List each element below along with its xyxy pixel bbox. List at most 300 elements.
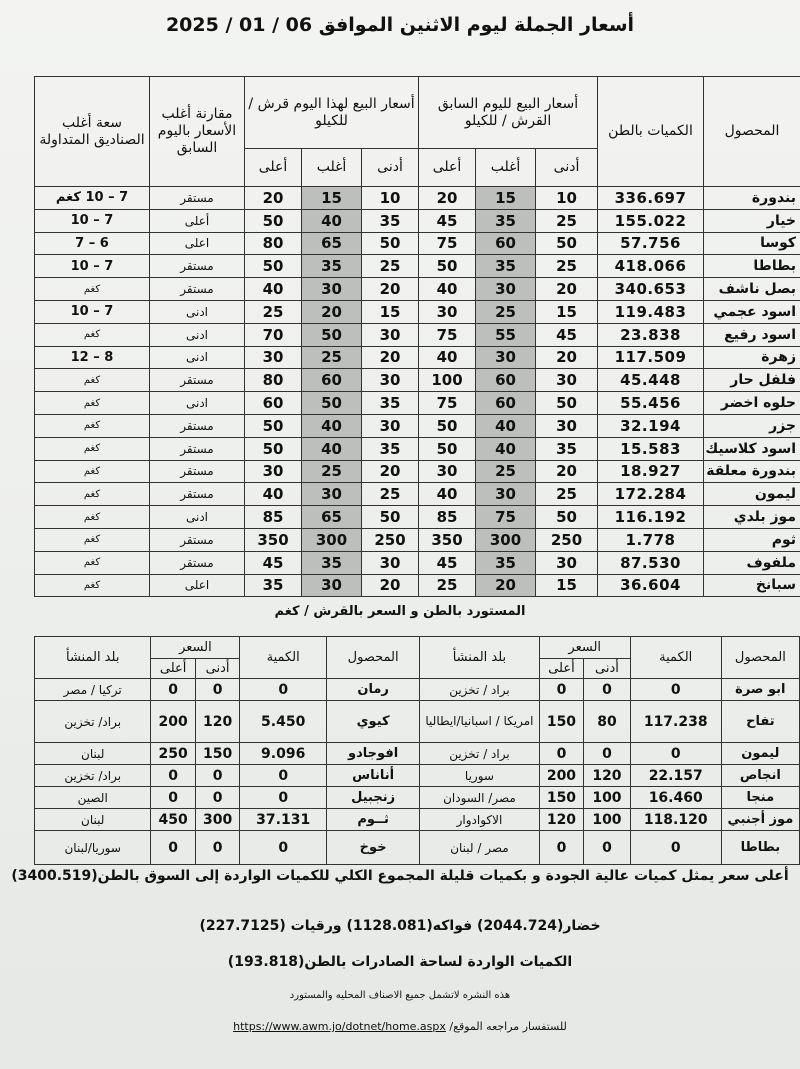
lower-cell-r-quantity: 117.238 [630, 701, 721, 743]
table-row [35, 679, 800, 701]
table-row [35, 483, 800, 506]
main-cell-prev-low: 30 [536, 414, 598, 437]
main-cell-prev-common: 60 [476, 369, 536, 392]
header-prev-low: أدنى [536, 149, 598, 187]
lower-cell-r-product: ليمون [721, 743, 799, 765]
lower-cell-l-low: 0 [195, 679, 239, 701]
main-cell-capacity: 7 – 10 كغم [35, 187, 150, 210]
main-cell-comparison: مستقر [150, 437, 245, 460]
main-cell-comparison: مستقر [150, 187, 245, 210]
main-cell-capacity: كغم [35, 437, 150, 460]
main-cell-today-common: 40 [302, 437, 362, 460]
lower-cell-l-quantity: 9.096 [240, 743, 327, 765]
main-cell-prev-high: 30 [419, 300, 476, 323]
header-product: المحصول [704, 77, 800, 187]
header-today: أسعار البيع لهذا اليوم قرش / للكيلو [245, 77, 419, 149]
main-cell-today-low: 30 [362, 369, 419, 392]
table-row [35, 346, 800, 369]
footer-total-line: أعلى سعر يمثل كميات عالية الجودة و بكميات قليلة المجموع الكلي للكميات الواردة إلى السوق بالطن(3400.519) [11, 868, 789, 884]
table-row [35, 528, 800, 551]
header-quantity: الكميات بالطن [598, 77, 704, 187]
main-cell-prev-common: 300 [476, 528, 536, 551]
table-row [35, 369, 800, 392]
main-cell-capacity: كغم [35, 528, 150, 551]
main-cell-capacity: 7 – 10 [35, 209, 150, 232]
main-cell-product: بطاطا [704, 255, 800, 278]
main-cell-today-high: 70 [245, 323, 302, 346]
main-cell-capacity: كغم [35, 460, 150, 483]
main-cell-prev-low: 15 [536, 300, 598, 323]
main-cell-quantity: 117.509 [598, 346, 704, 369]
main-cell-prev-low: 30 [536, 369, 598, 392]
main-cell-today-common: 50 [302, 392, 362, 415]
lower-cell-r-high: 200 [539, 765, 583, 787]
main-cell-prev-low: 30 [536, 551, 598, 574]
main-cell-prev-high: 30 [419, 460, 476, 483]
lower-cell-l-quantity: 0 [240, 787, 327, 809]
header-today-common: أغلب [302, 149, 362, 187]
main-cell-prev-low: 20 [536, 346, 598, 369]
main-cell-prev-common: 60 [476, 392, 536, 415]
lower-cell-r-low: 100 [584, 787, 631, 809]
header-r-high: أعلى [539, 659, 583, 679]
lower-cell-l-product: أناناس [327, 765, 420, 787]
main-cell-capacity: 7 – 10 [35, 300, 150, 323]
main-cell-today-high: 30 [245, 346, 302, 369]
lower-cell-l-high: 250 [151, 743, 195, 765]
table-row [35, 765, 800, 787]
main-cell-product: كوسا [704, 232, 800, 255]
lower-cell-r-high: 150 [539, 787, 583, 809]
table-row [35, 232, 800, 255]
lower-cell-r-origin: امريكا / اسبانيا/ايطاليا [420, 701, 540, 743]
main-cell-today-high: 50 [245, 414, 302, 437]
main-cell-today-common: 30 [302, 574, 362, 597]
main-cell-capacity: كغم [35, 551, 150, 574]
main-cell-product: اسود كلاسيك [704, 437, 800, 460]
main-cell-prev-high: 40 [419, 346, 476, 369]
main-cell-product: حلوه اخضر [704, 392, 800, 415]
main-cell-quantity: 15.583 [598, 437, 704, 460]
header-prev-day: أسعار البيع لليوم السابق القرش / للكيلو [419, 77, 598, 149]
main-cell-product: ليمون [704, 483, 800, 506]
main-cell-prev-common: 35 [476, 209, 536, 232]
main-cell-capacity: كغم [35, 574, 150, 597]
main-cell-prev-common: 20 [476, 574, 536, 597]
lower-cell-l-origin: براد/ تخزين [35, 765, 151, 787]
main-cell-quantity: 18.927 [598, 460, 704, 483]
main-cell-prev-high: 45 [419, 551, 476, 574]
table-row [35, 787, 800, 809]
main-cell-today-common: 15 [302, 187, 362, 210]
main-cell-comparison: ادنى [150, 506, 245, 529]
main-cell-today-low: 30 [362, 323, 419, 346]
main-cell-today-common: 60 [302, 369, 362, 392]
main-cell-today-common: 30 [302, 483, 362, 506]
header-l-product: المحصول [327, 637, 420, 679]
main-cell-prev-high: 75 [419, 323, 476, 346]
lower-cell-r-quantity: 16.460 [630, 787, 721, 809]
website-label: للستفسار مراجعه الموقع/ [449, 1020, 567, 1033]
main-cell-prev-low: 25 [536, 209, 598, 232]
table-row [35, 809, 800, 831]
main-cell-capacity: كغم [35, 369, 150, 392]
main-cell-quantity: 87.530 [598, 551, 704, 574]
lower-cell-r-high: 150 [539, 701, 583, 743]
table-row [35, 460, 800, 483]
lower-cell-l-high: 0 [151, 679, 195, 701]
header-r-origin: بلد المنشأ [420, 637, 540, 679]
main-cell-today-low: 35 [362, 209, 419, 232]
lower-cell-r-low: 80 [584, 701, 631, 743]
lower-cell-l-low: 0 [195, 787, 239, 809]
header-comparison: مقارنة أغلب الأسعار باليوم السابق [150, 77, 245, 187]
main-cell-today-common: 65 [302, 232, 362, 255]
main-cell-quantity: 340.653 [598, 278, 704, 301]
main-cell-quantity: 116.192 [598, 506, 704, 529]
lower-cell-l-high: 450 [151, 809, 195, 831]
main-cell-quantity: 57.756 [598, 232, 704, 255]
main-cell-prev-common: 75 [476, 506, 536, 529]
lower-cell-r-product: انجاص [721, 765, 799, 787]
main-cell-today-high: 30 [245, 460, 302, 483]
table-row [35, 323, 800, 346]
main-cell-product: فلفل حار [704, 369, 800, 392]
main-cell-prev-common: 25 [476, 300, 536, 323]
main-cell-product: خيار [704, 209, 800, 232]
lower-cell-l-low: 120 [195, 701, 239, 743]
main-cell-today-low: 50 [362, 232, 419, 255]
main-cell-today-high: 50 [245, 209, 302, 232]
main-cell-today-common: 35 [302, 551, 362, 574]
lower-cell-l-quantity: 0 [240, 831, 327, 865]
main-cell-capacity: 7 – 10 [35, 255, 150, 278]
main-cell-prev-low: 25 [536, 255, 598, 278]
lower-cell-r-product: ابو صرة [721, 679, 799, 701]
main-cell-capacity: 6 – 7 [35, 232, 150, 255]
main-cell-today-high: 25 [245, 300, 302, 323]
lower-cell-r-quantity: 0 [630, 679, 721, 701]
main-cell-product: سبانخ [704, 574, 800, 597]
lower-cell-l-low: 150 [195, 743, 239, 765]
lower-cell-r-quantity: 118.120 [630, 809, 721, 831]
table-row [35, 743, 800, 765]
table-row [35, 278, 800, 301]
main-cell-product: موز بلدي [704, 506, 800, 529]
header-l-high: أعلى [151, 659, 195, 679]
lower-cell-r-low: 0 [584, 679, 631, 701]
main-cell-today-high: 45 [245, 551, 302, 574]
main-cell-prev-common: 35 [476, 255, 536, 278]
main-cell-prev-high: 40 [419, 483, 476, 506]
header-today-low: أدنى [362, 149, 419, 187]
main-cell-comparison: مستقر [150, 278, 245, 301]
main-cell-today-low: 20 [362, 278, 419, 301]
lower-cell-l-quantity: 37.131 [240, 809, 327, 831]
main-cell-today-low: 30 [362, 551, 419, 574]
header-r-low: أدنى [584, 659, 631, 679]
table-row [35, 392, 800, 415]
main-cell-comparison: مستقر [150, 528, 245, 551]
main-cell-prev-low: 50 [536, 232, 598, 255]
main-cell-today-high: 350 [245, 528, 302, 551]
main-cell-comparison: ادنى [150, 323, 245, 346]
table-row [35, 701, 800, 743]
main-cell-comparison: ادنى [150, 346, 245, 369]
main-cell-today-common: 65 [302, 506, 362, 529]
main-cell-comparison: مستقر [150, 551, 245, 574]
main-cell-product: بصل ناشف [704, 278, 800, 301]
main-cell-today-high: 40 [245, 483, 302, 506]
footer-category-totals: خضار(2044.724) فواكه(1128.081) ورقيات (227.7125) [199, 918, 601, 934]
imported-note: المستورد بالطن و السعر بالقرش / كغم [274, 604, 526, 619]
main-cell-comparison: ادنى [150, 300, 245, 323]
main-cell-comparison: مستقر [150, 414, 245, 437]
local-prices-table [34, 76, 800, 597]
footer-disclaimer: هذه النشره لاتشمل جميع الاصناف المحليه والمستورد [289, 990, 511, 1001]
main-cell-quantity: 32.194 [598, 414, 704, 437]
lower-cell-r-product: منجا [721, 787, 799, 809]
main-cell-prev-high: 75 [419, 232, 476, 255]
lower-cell-r-product: بطاطا [721, 831, 799, 865]
main-cell-quantity: 45.448 [598, 369, 704, 392]
lower-cell-l-origin: سوريا/لبنان [35, 831, 151, 865]
main-cell-quantity: 36.604 [598, 574, 704, 597]
header-l-low: أدنى [195, 659, 239, 679]
lower-cell-l-product: رمان [327, 679, 420, 701]
main-cell-quantity: 172.284 [598, 483, 704, 506]
lower-cell-r-product: موز أجنبي [721, 809, 799, 831]
main-cell-prev-low: 45 [536, 323, 598, 346]
main-cell-today-high: 40 [245, 278, 302, 301]
main-cell-prev-high: 350 [419, 528, 476, 551]
main-cell-quantity: 55.456 [598, 392, 704, 415]
lower-cell-l-quantity: 0 [240, 679, 327, 701]
main-cell-today-common: 40 [302, 414, 362, 437]
main-cell-quantity: 1.778 [598, 528, 704, 551]
main-cell-prev-low: 250 [536, 528, 598, 551]
header-capacity: سعة أغلب الصناديق المتداولة [35, 77, 150, 187]
main-cell-capacity: كغم [35, 414, 150, 437]
header-today-high: أعلى [245, 149, 302, 187]
main-cell-capacity: كغم [35, 278, 150, 301]
main-cell-prev-common: 15 [476, 187, 536, 210]
lower-cell-l-high: 0 [151, 831, 195, 865]
main-cell-prev-common: 55 [476, 323, 536, 346]
main-cell-capacity: كغم [35, 506, 150, 529]
main-cell-prev-low: 35 [536, 437, 598, 460]
footer-export-quantity: الكميات الواردة لساحة الصادرات بالطن(193.818) [227, 954, 573, 970]
lower-cell-l-origin: براد/ تخزين [35, 701, 151, 743]
main-cell-comparison: اعلى [150, 574, 245, 597]
main-cell-quantity: 119.483 [598, 300, 704, 323]
main-cell-prev-common: 25 [476, 460, 536, 483]
lower-cell-l-high: 0 [151, 787, 195, 809]
lower-cell-r-quantity: 0 [630, 831, 721, 865]
main-cell-today-common: 20 [302, 300, 362, 323]
main-cell-comparison: مستقر [150, 483, 245, 506]
main-cell-prev-common: 30 [476, 346, 536, 369]
main-cell-prev-high: 75 [419, 392, 476, 415]
lower-cell-r-low: 0 [584, 831, 631, 865]
main-cell-today-common: 30 [302, 278, 362, 301]
page-title: أسعار الجملة ليوم الاثنين الموافق 06 / 01 / 2025 [165, 14, 635, 36]
main-cell-prev-low: 10 [536, 187, 598, 210]
lower-cell-r-origin: سوريا [420, 765, 540, 787]
table-row [35, 209, 800, 232]
main-cell-today-low: 50 [362, 506, 419, 529]
main-cell-capacity: كغم [35, 323, 150, 346]
lower-cell-l-origin: لبنان [35, 743, 151, 765]
lower-cell-r-low: 120 [584, 765, 631, 787]
main-cell-prev-high: 50 [419, 255, 476, 278]
lower-cell-r-product: تفاح [721, 701, 799, 743]
header-r-quantity: الكمية [630, 637, 721, 679]
lower-cell-r-origin: مصر / لبنان [420, 831, 540, 865]
lower-cell-r-quantity: 0 [630, 743, 721, 765]
lower-cell-l-quantity: 5.450 [240, 701, 327, 743]
lower-cell-r-origin: الاكوادوار [420, 809, 540, 831]
main-cell-today-low: 35 [362, 392, 419, 415]
main-cell-prev-low: 20 [536, 278, 598, 301]
lower-cell-l-quantity: 0 [240, 765, 327, 787]
lower-cell-r-high: 0 [539, 831, 583, 865]
main-cell-today-low: 20 [362, 574, 419, 597]
main-cell-today-low: 250 [362, 528, 419, 551]
lower-cell-r-high: 120 [539, 809, 583, 831]
main-cell-today-common: 50 [302, 323, 362, 346]
lower-cell-l-low: 0 [195, 831, 239, 865]
lower-cell-r-quantity: 22.157 [630, 765, 721, 787]
main-cell-capacity: كغم [35, 483, 150, 506]
lower-cell-r-origin: مصر/ السودان [420, 787, 540, 809]
main-cell-today-high: 35 [245, 574, 302, 597]
main-cell-product: بندورة [704, 187, 800, 210]
header-r-price: السعر [539, 637, 630, 659]
main-cell-today-common: 35 [302, 255, 362, 278]
main-cell-today-high: 50 [245, 255, 302, 278]
lower-cell-l-product: كيوي [327, 701, 420, 743]
lower-cell-l-product: زنجبيل [327, 787, 420, 809]
lower-cell-l-origin: لبنان [35, 809, 151, 831]
main-cell-today-low: 15 [362, 300, 419, 323]
main-cell-comparison: مستقر [150, 255, 245, 278]
lower-cell-r-origin: براد / تخزين [420, 679, 540, 701]
main-cell-comparison: مستقر [150, 369, 245, 392]
lower-cell-r-high: 0 [539, 679, 583, 701]
main-cell-prev-high: 85 [419, 506, 476, 529]
table-row [35, 414, 800, 437]
main-cell-today-high: 60 [245, 392, 302, 415]
main-cell-prev-high: 25 [419, 574, 476, 597]
website-link[interactable]: https://www.awm.jo/dotnet/home.aspx [233, 1020, 446, 1033]
main-cell-prev-low: 50 [536, 392, 598, 415]
header-l-origin: بلد المنشأ [35, 637, 151, 679]
main-cell-today-high: 85 [245, 506, 302, 529]
main-cell-product: بندورة معلقة [704, 460, 800, 483]
table-row [35, 437, 800, 460]
main-cell-comparison: ادنى [150, 392, 245, 415]
table-row [35, 255, 800, 278]
lower-cell-l-low: 300 [195, 809, 239, 831]
lower-cell-l-origin: الصين [35, 787, 151, 809]
lower-cell-l-product: ثــوم [327, 809, 420, 831]
main-cell-today-low: 10 [362, 187, 419, 210]
main-cell-today-low: 35 [362, 437, 419, 460]
lower-cell-r-low: 100 [584, 809, 631, 831]
lower-cell-l-high: 0 [151, 765, 195, 787]
main-cell-prev-high: 50 [419, 414, 476, 437]
main-cell-today-high: 80 [245, 369, 302, 392]
main-cell-today-low: 20 [362, 460, 419, 483]
lower-cell-r-low: 0 [584, 743, 631, 765]
main-cell-prev-high: 45 [419, 209, 476, 232]
main-cell-today-high: 20 [245, 187, 302, 210]
main-cell-prev-common: 60 [476, 232, 536, 255]
header-prev-common: أغلب [476, 149, 536, 187]
main-cell-today-low: 25 [362, 483, 419, 506]
main-cell-prev-high: 20 [419, 187, 476, 210]
main-cell-prev-common: 40 [476, 437, 536, 460]
main-cell-product: اسود عجمي [704, 300, 800, 323]
main-cell-quantity: 418.066 [598, 255, 704, 278]
table-row [35, 574, 800, 597]
main-cell-today-low: 25 [362, 255, 419, 278]
main-cell-quantity: 23.838 [598, 323, 704, 346]
lower-cell-r-origin: براد / تخزين [420, 743, 540, 765]
main-cell-comparison: اعلى [150, 232, 245, 255]
main-cell-prev-low: 15 [536, 574, 598, 597]
lower-cell-l-product: افوجادو [327, 743, 420, 765]
imported-prices-table [34, 636, 800, 865]
main-cell-product: ثوم [704, 528, 800, 551]
main-cell-prev-common: 40 [476, 414, 536, 437]
table-row [35, 506, 800, 529]
main-cell-today-high: 80 [245, 232, 302, 255]
main-cell-product: جزر [704, 414, 800, 437]
main-cell-quantity: 155.022 [598, 209, 704, 232]
main-cell-prev-high: 40 [419, 278, 476, 301]
header-l-quantity: الكمية [240, 637, 327, 679]
table-row [35, 551, 800, 574]
header-r-product: المحصول [721, 637, 799, 679]
main-cell-comparison: أعلى [150, 209, 245, 232]
main-cell-prev-common: 30 [476, 483, 536, 506]
main-cell-product: اسود رفيع [704, 323, 800, 346]
main-cell-today-common: 300 [302, 528, 362, 551]
lower-cell-l-origin: تركيا / مصر [35, 679, 151, 701]
main-cell-comparison: مستقر [150, 460, 245, 483]
main-cell-prev-common: 30 [476, 278, 536, 301]
header-l-price: السعر [151, 637, 240, 659]
table-row [35, 831, 800, 865]
header-prev-high: أعلى [419, 149, 476, 187]
main-cell-prev-low: 25 [536, 483, 598, 506]
footer-website [0, 1020, 800, 1033]
main-cell-today-low: 20 [362, 346, 419, 369]
main-cell-today-common: 25 [302, 460, 362, 483]
main-cell-prev-high: 100 [419, 369, 476, 392]
main-cell-prev-high: 50 [419, 437, 476, 460]
main-cell-prev-low: 50 [536, 506, 598, 529]
table-row [35, 300, 800, 323]
lower-cell-r-high: 0 [539, 743, 583, 765]
main-cell-today-high: 50 [245, 437, 302, 460]
main-cell-today-common: 40 [302, 209, 362, 232]
main-cell-capacity: كغم [35, 392, 150, 415]
lower-cell-l-product: خوخ [327, 831, 420, 865]
main-cell-prev-common: 35 [476, 551, 536, 574]
